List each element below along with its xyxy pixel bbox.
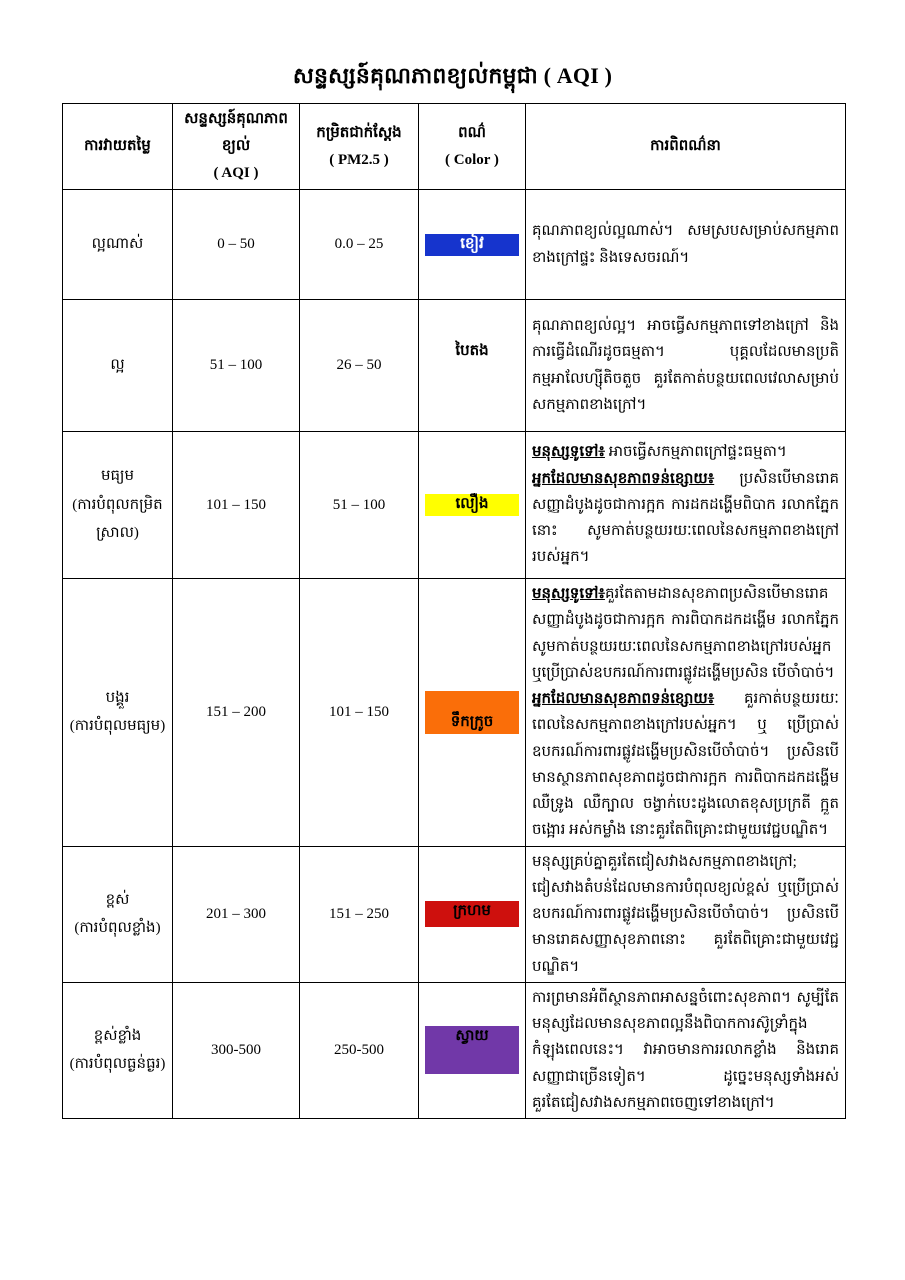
color-name-label: ក្រហម bbox=[453, 903, 491, 920]
evaluation-cell bbox=[63, 300, 173, 432]
color-swatch-red bbox=[425, 901, 519, 927]
header-aqi-khmer: សន្ទស្សន៍គុណភាពខ្យល់ bbox=[184, 111, 288, 154]
header-evaluation bbox=[63, 104, 173, 190]
aqi-range-cell: 300-500 bbox=[173, 982, 300, 1118]
evaluation-name: ល្អណាស់ bbox=[91, 236, 144, 253]
color-name-label: ទឹកក្រូច bbox=[450, 713, 494, 730]
evaluation-name: ល្អ bbox=[110, 357, 125, 374]
table-row-moderate bbox=[63, 432, 846, 579]
aqi-range-cell: 151 – 200 bbox=[173, 579, 300, 847]
description-segment bbox=[532, 581, 839, 686]
color-name-label: ខៀវ bbox=[460, 235, 484, 252]
description-segment-text: គួរកាត់បន្ថយរយៈពេលនៃសកម្មភាពខាងក្រៅរបស់អ្នក។ ឬ ប្រើប្រាស់ឧបករណ៍ការពារផ្លូវដង្ហើមប្រសិនបើចាំបាច់។ ប្រសិនបើមានស្ថានភាពសុខភាពដូចជាការក្អក ការពិបាកដកដង្ហើម ឈឺទ្រូង ឈឺក្បាល ចង្វាក់បេះដូងលោតខុសប្រក្រតី ក្អួតចង្អោរ អស់កម្លាំង នោះគួរតែពិគ្រោះជាមួយវេជ្ជបណ្ឌិត។ bbox=[532, 691, 839, 839]
pm25-range-cell: 151 – 250 bbox=[300, 846, 419, 982]
pm25-range-cell: 51 – 100 bbox=[300, 432, 419, 579]
evaluation-name: បង្គួរ bbox=[105, 689, 130, 706]
header-pm25 bbox=[300, 104, 419, 190]
evaluation-cell bbox=[63, 846, 173, 982]
evaluation-cell bbox=[63, 982, 173, 1118]
header-color-latin: ( Color ) bbox=[445, 151, 499, 168]
evaluation-note: (ការបំពុលខ្លាំង) bbox=[74, 920, 161, 937]
description-cell bbox=[526, 432, 846, 579]
evaluation-cell bbox=[63, 579, 173, 847]
aqi-table bbox=[62, 103, 846, 1119]
color-swatch-purple bbox=[425, 1026, 519, 1074]
description-segment-label: មនុស្សទូទៅ៖ bbox=[532, 444, 605, 461]
color-swatch-orange bbox=[425, 691, 519, 734]
aqi-range-cell: 51 – 100 bbox=[173, 300, 300, 432]
description-segment bbox=[532, 466, 839, 571]
description-segment bbox=[532, 439, 839, 465]
description-cell bbox=[526, 982, 846, 1118]
pm25-range-cell: 0.0 – 25 bbox=[300, 190, 419, 300]
header-description bbox=[526, 104, 846, 190]
color-swatch-cell bbox=[419, 432, 526, 579]
color-name-label: លឿង bbox=[455, 496, 489, 512]
description-segment bbox=[532, 686, 839, 844]
pm25-range-cell: 250-500 bbox=[300, 982, 419, 1118]
evaluation-cell bbox=[63, 432, 173, 579]
description-segment-label: អ្នកដែលមានសុខភាពទន់ខ្សោយ៖ bbox=[532, 470, 715, 487]
page-title: សន្ទស្សន៍គុណភាពខ្យល់កម្ពុជា ( AQI ) bbox=[292, 63, 613, 88]
evaluation-name: ខ្ពស់ខ្លាំង bbox=[93, 1027, 142, 1044]
table-row-unhealthy bbox=[63, 579, 846, 847]
evaluation-cell bbox=[63, 190, 173, 300]
header-aqi bbox=[173, 104, 300, 190]
evaluation-note: (ការបំពុលកម្រិតស្រាល) bbox=[72, 496, 163, 542]
color-swatch-cell bbox=[419, 300, 526, 432]
pm25-range-cell: 101 – 150 bbox=[300, 579, 419, 847]
description-text: ការព្រមានអំពីស្ថានភាពអាសន្នចំពោះសុខភាព។ សូម្បីតែមនុស្សដែលមានសុខភាពល្អនឹងពិបាកការស៊ូទ្រាំក្នុងកំឡុងពេលនេះ។ វាអាចមានការរលាកខ្លាំង និងរោគសញ្ញាជាច្រើនទៀត។ ដូច្នេះមនុស្សទាំងអស់គួរតែជៀសវាងសកម្មភាពចេញទៅខាងក្រៅ។ bbox=[532, 989, 839, 1111]
aqi-range-cell: 101 – 150 bbox=[173, 432, 300, 579]
pm25-range-cell: 26 – 50 bbox=[300, 300, 419, 432]
description-segment-text: គួរតែតាមដានសុខភាពប្រសិនបើមានរោគសញ្ញាដំបូងដូចជាការក្អក ការពិបាកដកដង្ហើម រលាកភ្នែក សូមកាត់បន្ថយរយៈពេលនៃសកម្មភាពខាងក្រៅរបស់អ្នក ឬប្រើប្រាស់ឧបករណ៍ការពារផ្លូវដង្ហើមប្រសិន បើចាំបាច់។ bbox=[532, 586, 839, 681]
header-pm25-latin: ( PM2.5 ) bbox=[329, 151, 389, 168]
description-segment-label: អ្នកដែលមានសុខភាពទន់ខ្សោយ៖ bbox=[532, 691, 715, 707]
description-segment-text: អាចធ្វើសកម្មភាពក្រៅផ្ទះធម្មតា។ bbox=[604, 444, 787, 461]
header-description-label: ការពិពណ៌នា bbox=[650, 138, 721, 154]
header-pm25-khmer: កម្រិតជាក់ស្តែង bbox=[316, 124, 402, 141]
description-cell bbox=[526, 300, 846, 432]
color-swatch-yellow bbox=[425, 494, 519, 516]
header-row bbox=[63, 104, 846, 190]
evaluation-name: មធ្យម bbox=[100, 468, 135, 485]
color-swatch-cell bbox=[419, 846, 526, 982]
header-color-khmer: ពណ៌ bbox=[458, 124, 486, 141]
description-text: គុណភាពខ្យល់ល្អ។ អាចធ្វើសកម្មភាពទៅខាងក្រៅ និងការធ្វើដំណើរដូចធម្មតា។ បុគ្គលដែលមានប្រតិកម្មអាលែហ្ស៊ីតិចតួច គួរតែកាត់បន្ថយពេលវេលាសម្រាប់សកម្មភាពខាងក្រៅ។ bbox=[532, 318, 839, 413]
description-cell bbox=[526, 190, 846, 300]
description-segment-text: ប្រសិនបើមានរោគសញ្ញាដំបូងដូចជាការក្អក ការដកដង្ហើមពិបាក រលាកភ្នែកនោះ សូមកាត់បន្ថយរយៈពេលនៃសកម្មភាពខាងក្រៅរបស់អ្នក។ bbox=[532, 470, 839, 566]
table-row-good bbox=[63, 300, 846, 432]
evaluation-note: (ការបំពុលធ្ងន់ធ្ងរ) bbox=[69, 1056, 166, 1073]
header-evaluation-label: ការវាយតម្លៃ bbox=[84, 138, 151, 154]
aqi-range-cell: 0 – 50 bbox=[173, 190, 300, 300]
table-row-high bbox=[63, 846, 846, 982]
evaluation-note: (ការបំពុលមធ្យម) bbox=[69, 718, 166, 735]
description-cell bbox=[526, 846, 846, 982]
table-row-very-good bbox=[63, 190, 846, 300]
evaluation-name: ខ្ពស់ bbox=[105, 891, 130, 908]
color-swatch-cell bbox=[419, 190, 526, 300]
color-swatch-cell bbox=[419, 579, 526, 847]
color-name-label: ស្វាយ bbox=[455, 1028, 489, 1045]
aqi-range-cell: 201 – 300 bbox=[173, 846, 300, 982]
header-color bbox=[419, 104, 526, 190]
color-swatch-blue bbox=[425, 234, 519, 256]
color-swatch-cell bbox=[419, 982, 526, 1118]
description-text: គុណភាពខ្យល់ល្អណាស់។ សមស្របសម្រាប់សកម្មភាពខាងក្រៅផ្ទះ និងទេសចរណ៍។ bbox=[532, 223, 839, 266]
header-aqi-latin: ( AQI ) bbox=[213, 165, 259, 181]
table-row-very-high bbox=[63, 982, 846, 1118]
description-segment-label: មនុស្សទូទៅ៖ bbox=[532, 586, 605, 602]
description-cell bbox=[526, 579, 846, 847]
description-text: មនុស្សគ្រប់គ្នាគួរតែជៀសវាងសកម្មភាពខាងក្រៅ; ជៀសវាងតំបន់ដែលមានការបំពុលខ្យល់ខ្ពស់ ឬប្រើប្រាស់ឧបករណ៍ការពារផ្លូវដង្ហើមប្រសិនបើចាំបាច់។ ប្រសិនបើមានរោគសញ្ញាសុខភាពនោះ គួរតែពិគ្រោះជាមួយវេជ្ជបណ្ឌិត។ bbox=[532, 853, 839, 975]
color-name-label: បៃតង bbox=[455, 343, 489, 360]
